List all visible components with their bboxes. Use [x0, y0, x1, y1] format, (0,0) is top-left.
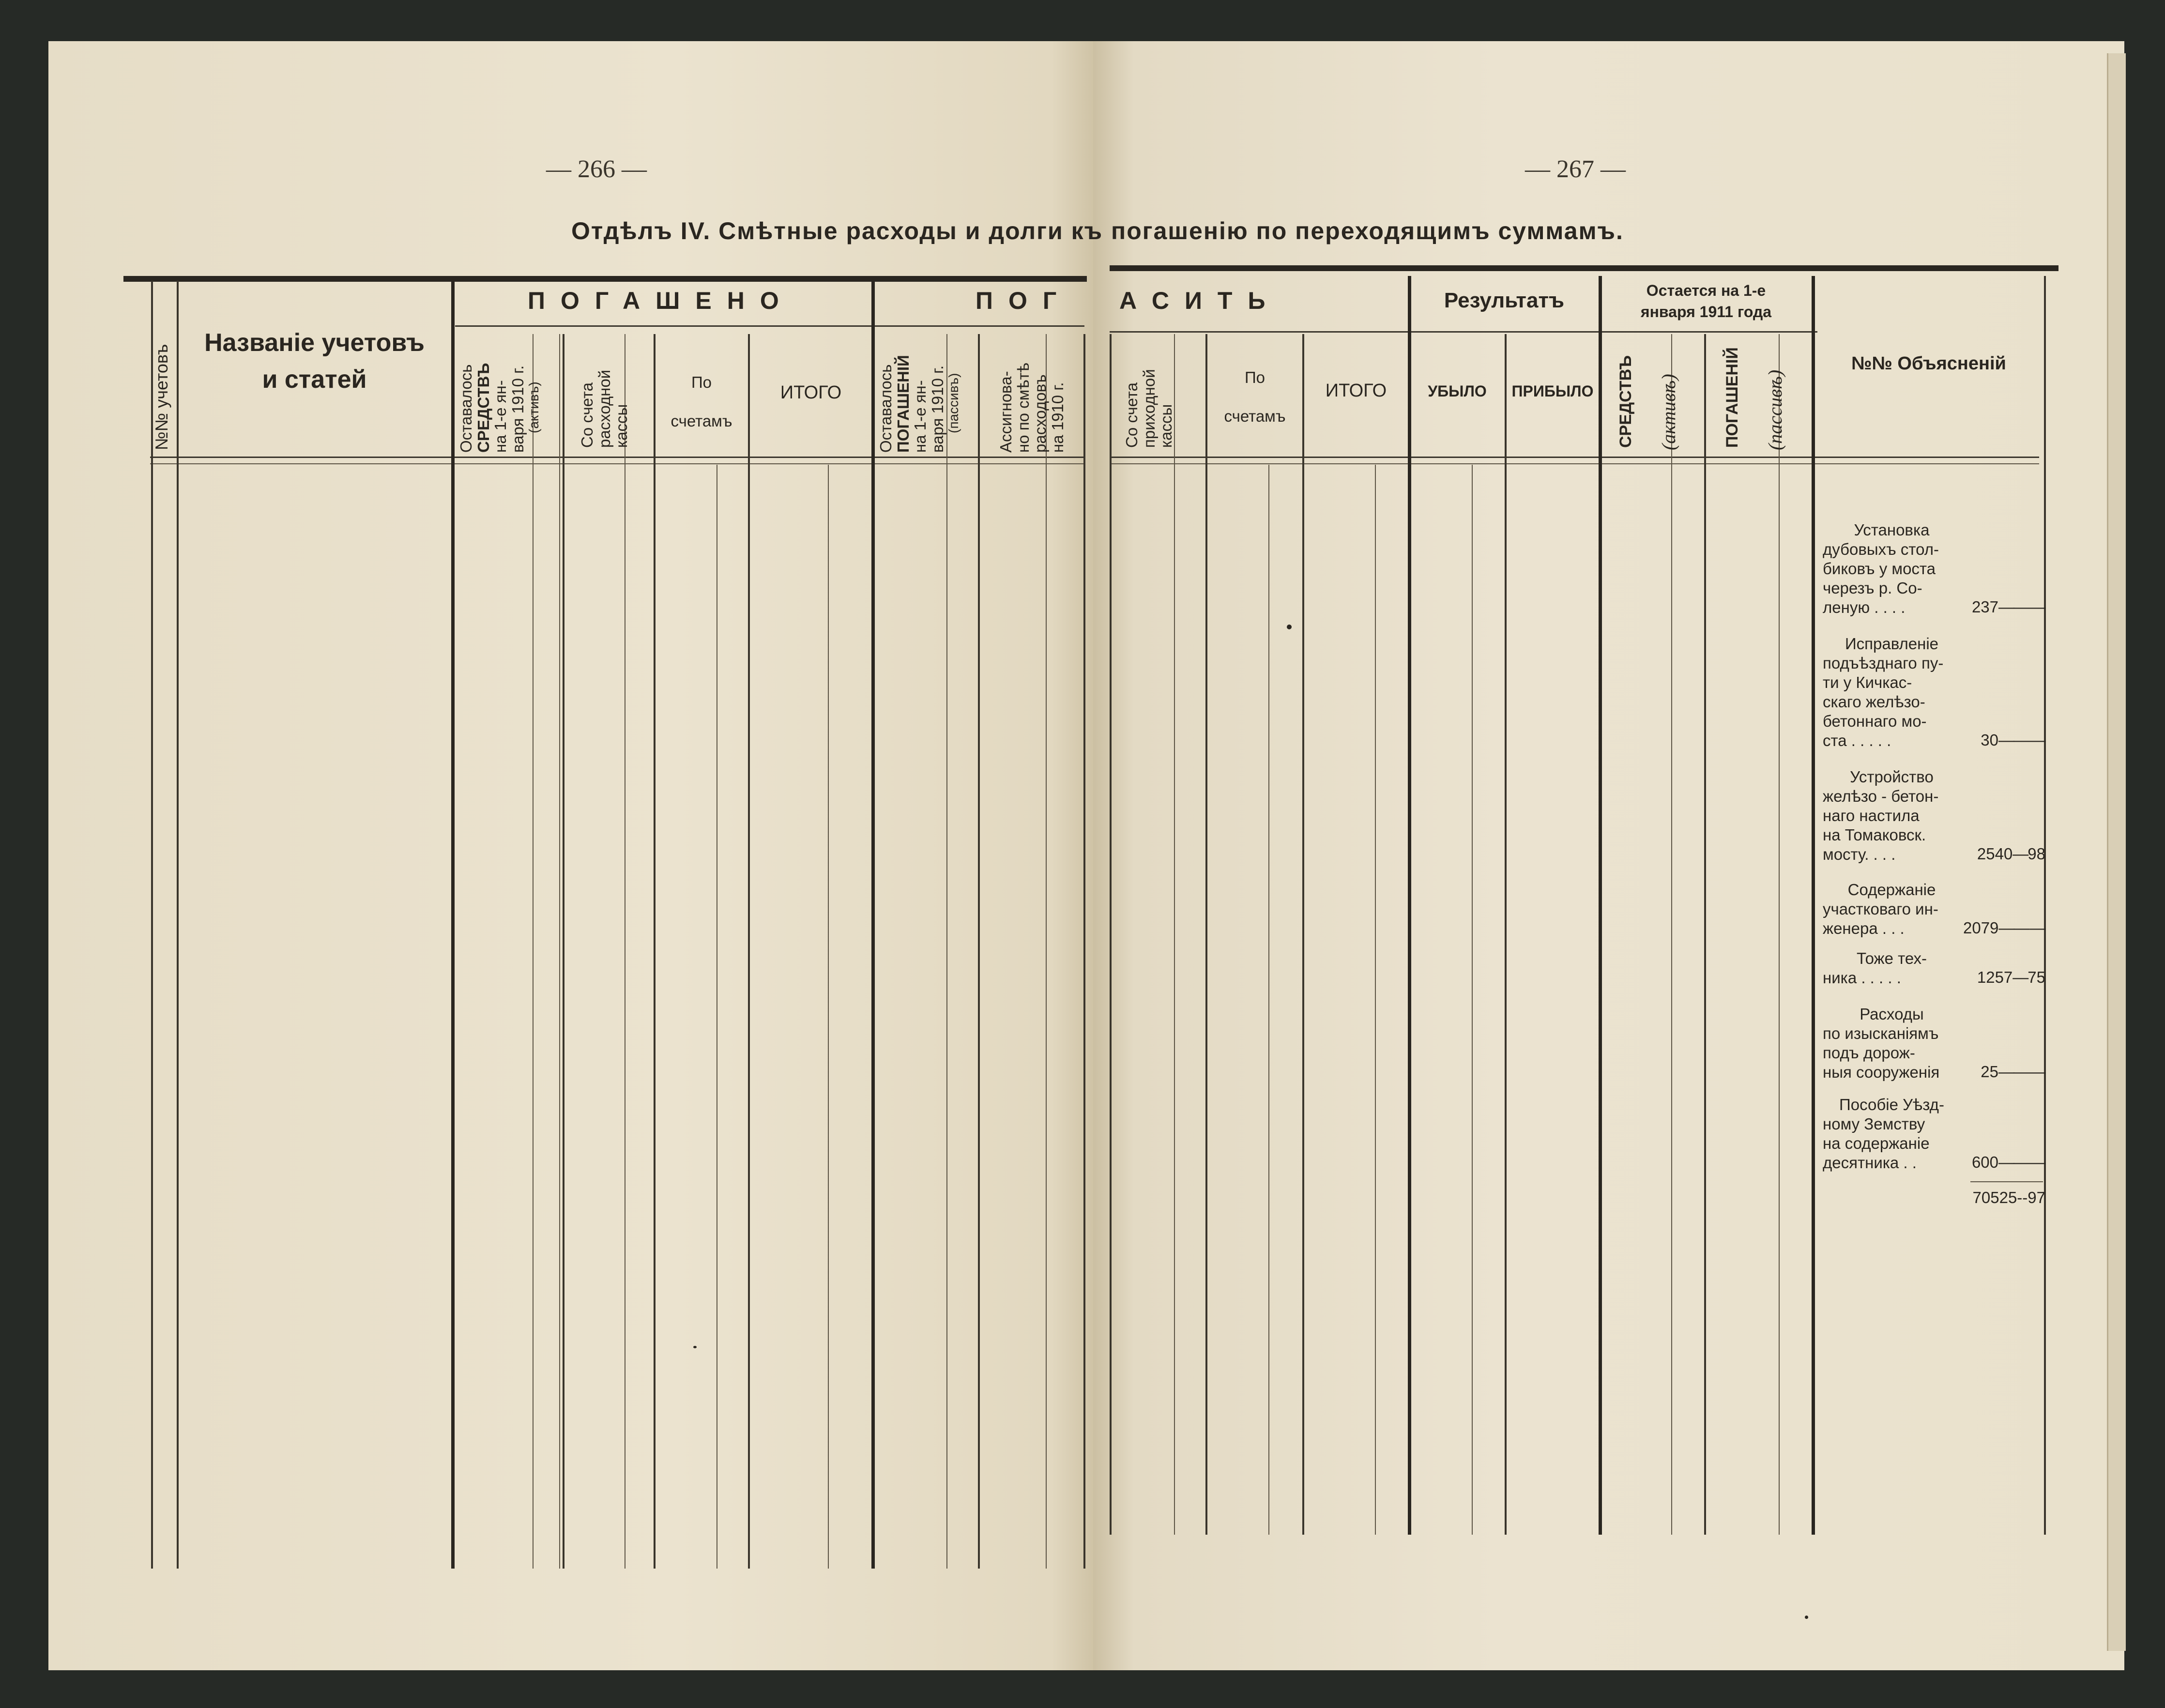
amount-separator: —	[1998, 598, 2013, 616]
explanation-item	[1823, 949, 1961, 988]
section-title-left: Отдѣлъ IV. Смѣтные расходы и долги къ	[571, 217, 1103, 244]
explanation-line: Пособіе Уѣзд-	[1839, 1096, 1944, 1113]
col-p-po	[656, 363, 747, 441]
col-p-po-1: По	[691, 373, 712, 391]
col-num: №№ учетовъ	[152, 344, 171, 450]
col-pogasheniy: ПОГАШЕНІЙ	[1723, 347, 1741, 448]
col-line	[2044, 276, 2046, 1535]
amount-rubles: 25	[1981, 1063, 1998, 1081]
header-bottom-right	[1110, 457, 2039, 458]
explanation-line: Тоже тех-	[1856, 949, 1927, 967]
explanation-line: Расходы	[1860, 1005, 1924, 1023]
col-line	[1599, 276, 1602, 1535]
amount-separator: —	[1998, 1063, 2013, 1081]
explanation-line: бетоннаго мо-	[1823, 712, 1927, 730]
header-bottom-left	[150, 457, 1084, 458]
header-result: Результатъ	[1444, 289, 1565, 312]
explanation-line: ника . . . . .	[1823, 969, 1901, 987]
explanation-amount	[1963, 968, 2045, 987]
explanation-item	[1823, 880, 1961, 938]
col-line	[1472, 465, 1473, 1535]
explanation-line: Исправленіе	[1845, 635, 1939, 653]
col-p-ostavalos-4: варя 1910 г.	[508, 365, 527, 453]
amount-kopecks: ——	[2013, 1063, 2045, 1081]
group-divider-right	[1110, 331, 1817, 333]
col-p-ostavalos-1: Оставалось	[457, 364, 475, 453]
col-line	[1704, 334, 1706, 1535]
ink-dot	[1805, 1616, 1808, 1619]
col-p-itogo: ИТОГО	[780, 382, 842, 403]
top-rule-right	[1110, 265, 2058, 271]
col-line	[151, 281, 153, 1569]
explanation-amount	[1963, 1063, 2045, 1081]
col-g-so-scheta-3: кассы	[1157, 404, 1175, 448]
col-p-so-scheta-1: Со счета	[578, 382, 596, 448]
header-bottom-right-2	[1110, 463, 2039, 464]
explanation-line: дубовыхъ стол-	[1823, 540, 1939, 558]
explanation-line: ныя сооруженія	[1823, 1063, 1940, 1081]
explanation-item	[1823, 520, 1961, 617]
col-line	[978, 334, 980, 1569]
col-p-so-scheta-2: расходной	[595, 369, 613, 448]
amount-rubles: 2079	[1963, 919, 1999, 937]
col-g-ostavalos-5: (пассивъ)	[945, 373, 961, 433]
col-g-so-scheta	[1123, 369, 1175, 448]
col-line	[1268, 465, 1269, 1535]
col-line	[828, 465, 829, 1569]
col-line	[1408, 276, 1411, 1535]
group-divider-left	[455, 325, 1084, 327]
col-p-po-2: счетамъ	[671, 412, 732, 430]
col-line	[1671, 334, 1672, 1535]
explanation-line: десятника . .	[1823, 1154, 1917, 1172]
col-line	[654, 334, 656, 1569]
total-kopecks: 97	[2028, 1189, 2045, 1206]
header-pogasheno: ПОГАШЕНО	[528, 287, 794, 314]
amount-rubles: 237	[1971, 598, 1998, 616]
col-g-po-2: счетамъ	[1224, 407, 1286, 425]
col-line	[563, 334, 564, 1569]
col-line	[871, 281, 875, 1569]
col-p-so-scheta-3: кассы	[612, 404, 631, 448]
explanation-line: на Томаковск.	[1823, 826, 1926, 844]
explanation-amount	[1963, 731, 2045, 749]
col-g-ostavalos	[877, 355, 961, 453]
col-g-assign-4: на 1910 г.	[1048, 382, 1067, 453]
col-line	[1779, 334, 1780, 1535]
explanation-line: ста . . . . .	[1823, 732, 1891, 749]
col-p-so-scheta	[579, 370, 630, 448]
col-line	[1083, 334, 1085, 1569]
col-sredstv: СРЕДСТВЪ	[1616, 355, 1635, 448]
amount-kopecks: 75	[2028, 968, 2045, 986]
col-line	[1110, 334, 1112, 1535]
col-passive: (пассивѣ)	[1764, 369, 1786, 450]
explanation-line: желѣзо - бетон-	[1823, 787, 1939, 805]
col-line	[1046, 334, 1047, 1569]
amount-kopecks: ——	[2013, 1153, 2045, 1171]
header-bottom-left-2	[150, 463, 1084, 464]
explanation-line: Установка	[1854, 521, 1930, 539]
col-g-assign	[997, 363, 1067, 453]
explanation-line: женера . . .	[1823, 919, 1905, 937]
col-g-so-scheta-2: приходной	[1140, 369, 1158, 448]
explanation-line: Содержаніе	[1847, 881, 1936, 899]
explanation-line: по изысканіямъ	[1823, 1024, 1939, 1042]
col-g-ostavalos-3: на 1-е ян-	[911, 380, 930, 453]
page-edge	[2107, 53, 2126, 1651]
col-g-assign-1: Ассигнова-	[997, 371, 1015, 453]
top-rule-left	[123, 276, 1087, 282]
col-line	[559, 334, 560, 1569]
amount-kopecks: ——	[2013, 731, 2045, 749]
amount-separator: —	[1998, 919, 2014, 937]
explanation-line: подъѣзднаго пу-	[1823, 654, 1944, 672]
section-title-right: погашенію по переходящимъ суммамъ.	[1111, 217, 1624, 244]
col-g-ostavalos-4: варя 1910 г.	[928, 365, 946, 453]
explanation-line: биковъ у моста	[1823, 560, 1936, 578]
amount-separator: —	[2013, 845, 2028, 863]
col-g-po	[1207, 358, 1302, 436]
explanation-item	[1823, 634, 1961, 750]
col-g-ostavalos-2: ПОГАШЕНІЙ	[894, 355, 912, 453]
header-pogasit-left: ПОГ	[976, 287, 1072, 314]
total-rubles: 70525	[1972, 1189, 2017, 1206]
amount-rubles: 1257	[1977, 968, 2013, 986]
explanation-line: Устройство	[1850, 768, 1934, 786]
col-name-line1: Названіе учетовъ	[204, 329, 425, 357]
col-line	[1205, 334, 1207, 1535]
explanation-line: леную . . . .	[1823, 598, 1906, 616]
col-line	[748, 334, 750, 1569]
col-g-assign-3: расходовъ	[1031, 374, 1050, 453]
col-aktive: (активѣ)	[1658, 374, 1679, 450]
col-pribylo: ПРИБЫЛО	[1511, 382, 1594, 400]
ink-dot	[693, 1346, 697, 1348]
col-line	[1812, 276, 1815, 1535]
explanation-amount	[1963, 919, 2045, 937]
explanation-line: черезъ р. Со-	[1823, 579, 1922, 597]
header-remains-line2: января 1911 года	[1640, 303, 1772, 320]
header-remains-line1: Остается на 1-е	[1646, 282, 1766, 299]
col-name	[180, 324, 449, 398]
col-p-ostavalos	[457, 363, 541, 453]
col-line	[1375, 465, 1376, 1535]
header-pogasit-right: АСИТЬ	[1119, 287, 1281, 314]
page-number-right: — 267 —	[1525, 155, 1626, 183]
explanation-line: подъ дорож-	[1823, 1044, 1915, 1062]
explanation-amount	[1963, 845, 2045, 863]
explanation-item	[1823, 1005, 1961, 1082]
ink-dot	[1287, 625, 1292, 629]
col-line	[1302, 334, 1304, 1535]
col-g-po-1: По	[1244, 368, 1265, 386]
col-line	[946, 334, 947, 1569]
col-line	[177, 281, 179, 1569]
amount-kopecks: 98	[2028, 845, 2045, 863]
amount-separator: —	[1998, 1153, 2013, 1171]
col-p-ostavalos-2: СРЕДСТВЪ	[474, 363, 492, 453]
page-number-left: — 266 —	[546, 155, 647, 183]
left-page	[48, 41, 1093, 1670]
explanation-amount	[1963, 598, 2045, 616]
col-g-itogo: ИТОГО	[1325, 381, 1387, 401]
explanation-line: мосту. . . .	[1823, 845, 1896, 863]
explanation-line: на содержаніе	[1823, 1134, 1930, 1152]
col-g-assign-2: но по смѣтѣ	[1014, 363, 1032, 453]
amount-rubles: 30	[1981, 731, 1998, 749]
explanation-line: наго настила	[1823, 807, 1920, 824]
col-ubylo: УБЫЛО	[1428, 382, 1487, 400]
col-g-so-scheta-1: Со счета	[1123, 382, 1141, 448]
col-g-ostavalos-1: Оставалось	[877, 364, 895, 453]
header-remains	[1601, 280, 1812, 322]
explanation-line: ному Земству	[1823, 1115, 1925, 1133]
amount-rubles: 600	[1971, 1153, 1998, 1171]
col-p-ostavalos-3: на 1-е ян-	[491, 380, 510, 453]
col-line	[533, 334, 534, 1569]
amount-separator: —	[2013, 968, 2028, 986]
explanation-amount	[1963, 1153, 2045, 1172]
explanation-item	[1823, 767, 1961, 864]
explanation-item	[1823, 1095, 1961, 1173]
col-line	[451, 281, 455, 1569]
col-explanations: №№ Объясненій	[1851, 353, 2006, 374]
total-amount: 70525--97	[1972, 1189, 2045, 1206]
col-p-ostavalos-5: (активъ)	[526, 381, 541, 433]
total-rule	[1970, 1181, 2043, 1182]
explanation-line: ти у Кичкас-	[1823, 673, 1912, 691]
col-line	[1174, 334, 1175, 1535]
amount-rubles: 2540	[1977, 845, 2013, 863]
explanation-line: скаго желѣзо-	[1823, 693, 1925, 711]
amount-separator: —	[1998, 731, 2013, 749]
explanation-line: участковаго ин-	[1823, 900, 1938, 918]
amount-kopecks: ——	[2013, 919, 2046, 937]
col-name-line2: и статей	[262, 366, 367, 394]
col-line	[1505, 334, 1507, 1535]
amount-kopecks: ——	[2013, 598, 2045, 616]
